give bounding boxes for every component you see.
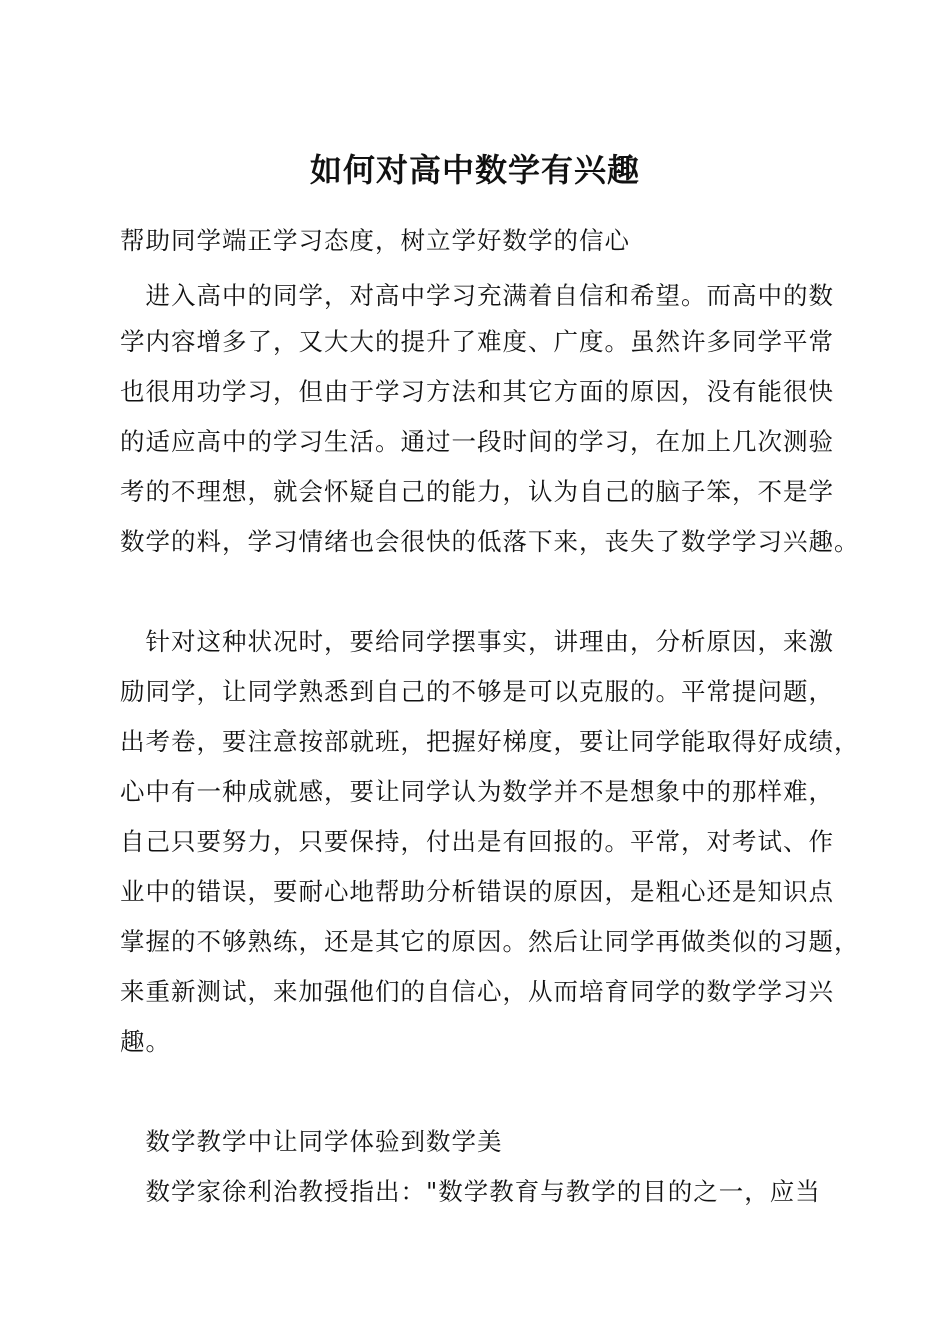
paragraph-line: 励同学，让同学熟悉到自己的不够是可以克服的。平常提问题， xyxy=(120,677,834,706)
paragraph-line: 数学的料，学习情绪也会很快的低落下来，丧失了数学学习兴趣。 xyxy=(120,527,860,556)
paragraph-line: 出考卷，要注意按部就班，把握好梯度，要让同学能取得好成绩， xyxy=(120,727,860,756)
paragraph-line: 来重新测试，来加强他们的自信心，从而培育同学的数学学习兴 xyxy=(120,977,834,1006)
paragraph-line: 进入高中的同学，对高中学习充满着自信和希望。而高中的数 xyxy=(120,281,834,310)
document-title: 如何对高中数学有兴趣 xyxy=(309,151,640,189)
paragraph-line: 自己只要努力，只要保持，付出是有回报的。平常，对考试、作 xyxy=(120,827,834,856)
paragraph-line: 也很用功学习，但由于学习方法和其它方面的原因，没有能很快 xyxy=(120,377,834,406)
paragraph-line: 业中的错误，要耐心地帮助分析错误的原因，是粗心还是知识点 xyxy=(120,877,834,906)
paragraph-line: 针对这种状况时，要给同学摆事实，讲理由，分析原因，来激 xyxy=(120,627,834,656)
paragraph-line: 数学家徐利治教授指出："数学教育与教学的目的之一，应当 xyxy=(120,1177,821,1206)
paragraph-line: 的适应高中的学习生活。通过一段时间的学习，在加上几次测验 xyxy=(120,427,834,456)
section-heading: 帮助同学端正学习态度，树立学好数学的信心 xyxy=(120,226,630,255)
paragraph-line: 趣。 xyxy=(120,1027,171,1056)
paragraph-line: 学内容增多了，又大大的提升了难度、广度。虽然许多同学平常 xyxy=(120,327,834,356)
paragraph-line: 掌握的不够熟练，还是其它的原因。然后让同学再做类似的习题， xyxy=(120,927,860,956)
paragraph-line: 心中有一种成就感，要让同学认为数学并不是想象中的那样难， xyxy=(120,777,834,806)
paragraph-line: 考的不理想，就会怀疑自己的能力，认为自己的脑子笨，不是学 xyxy=(120,477,834,506)
section-heading: 数学教学中让同学体验到数学美 xyxy=(120,1127,503,1156)
